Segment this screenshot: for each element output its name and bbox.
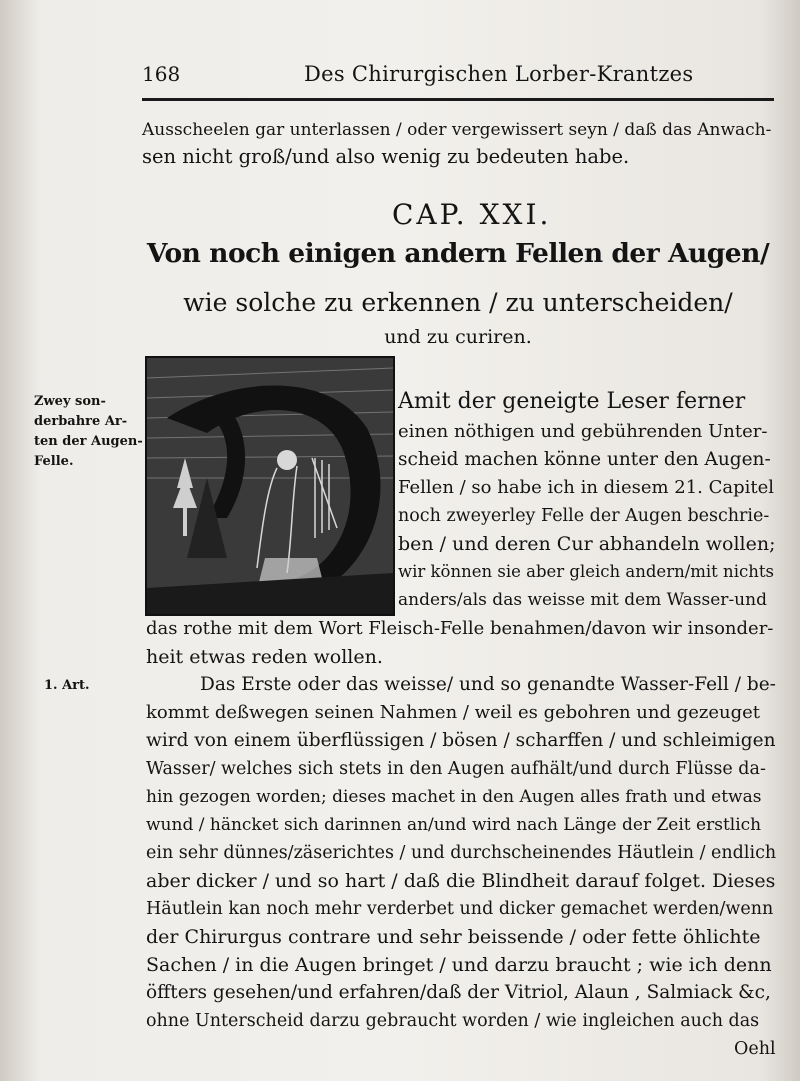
body-line: wird von einem überflüssigen / bösen / scharffen / und schleimigen (146, 730, 776, 751)
body-line: hin gezogen worden; dieses machet in den Augen alles frath und etwas (146, 787, 762, 807)
body-line: ein sehr dünnes/zäserichtes / und durchscheinendes Häutlein / endlich (146, 843, 777, 863)
intro-line: sen nicht groß/und also wenig zu bedeuten habe. (142, 145, 630, 168)
initial-text-line: Fellen / so habe ich in diesem 21. Capitel (398, 477, 775, 498)
decorated-initial-woodcut (145, 356, 395, 616)
chapter-title-line3: und zu curiren. (384, 326, 532, 348)
body-line: Das Erste oder das weisse/ und so genandte Wasser-Fell / be- (200, 674, 776, 695)
woodcut-illustration (147, 358, 393, 614)
initial-text-line: wir können sie aber gleich andern/mit nichts (398, 562, 774, 581)
initial-text-line: ben / und deren Cur abhandeln wollen; (398, 533, 776, 555)
header-rule (142, 98, 774, 101)
margin-note-first-kind: 1. Art. (44, 678, 90, 693)
intro-line: Ausscheelen gar unterlassen / oder vergewissert seyn / daß das Anwach- (142, 120, 772, 140)
page-header (142, 60, 772, 90)
body-line: heit etwas reden wollen. (146, 646, 383, 668)
catchword: Oehl (734, 1039, 776, 1059)
body-line: öffters gesehen/und erfahren/daß der Vitriol, Alaun , Salmiack &c, (146, 982, 771, 1003)
chapter-number: CAP. XXI. (392, 198, 552, 231)
body-line: ohne Unterscheid darzu gebraucht worden / wie ingleichen auch das (146, 1011, 760, 1031)
body-line: kommt deßwegen seinen Nahmen / weil es gebohren und gezeuget (146, 702, 761, 723)
initial-text-line: Amit der geneigte Leser ferner (398, 389, 746, 414)
margin-note-line: derbahre Ar- (34, 414, 128, 429)
chapter-title-line2: wie solche zu erkennen / zu unterscheiden/ (183, 288, 733, 317)
body-line: Sachen / in die Augen bringet / und darzu braucht ; wie ich denn (146, 954, 772, 976)
page-number: 168 (142, 62, 181, 86)
running-title: Des Chirurgischen Lorber-Krantzes (304, 62, 694, 86)
body-line: Häutlein kan noch mehr verderbet und dicker gemachet werden/wenn (146, 899, 774, 919)
margin-note-line: Felle. (34, 454, 74, 469)
initial-text-line: anders/als das weisse mit dem Wasser-und (398, 590, 767, 610)
body-line: der Chirurgus contrare und sehr beissende / oder fette öhlichte (146, 926, 761, 948)
initial-text-line: einen nöthigen und gebührenden Unter- (398, 421, 768, 442)
body-line: das rothe mit dem Wort Fleisch-Felle benahmen/davon wir insonder- (146, 618, 774, 639)
initial-text-line: scheid machen könne unter den Augen- (398, 449, 771, 470)
initial-text-line: noch zweyerley Felle der Augen beschrie- (398, 506, 770, 526)
margin-note-line: Zwey son- (34, 394, 106, 409)
chapter-title-line1: Von noch einigen andern Fellen der Augen/ (146, 238, 770, 269)
margin-note-line: ten der Augen- (34, 434, 143, 449)
body-line: wund / häncket sich darinnen an/und wird nach Länge der Zeit erstlich (146, 815, 762, 835)
body-line: aber dicker / und so hart / daß die Blindheit darauf folget. Dieses (146, 870, 776, 892)
body-line: Wasser/ welches sich stets in den Augen aufhält/und durch Flüsse da- (146, 759, 766, 779)
